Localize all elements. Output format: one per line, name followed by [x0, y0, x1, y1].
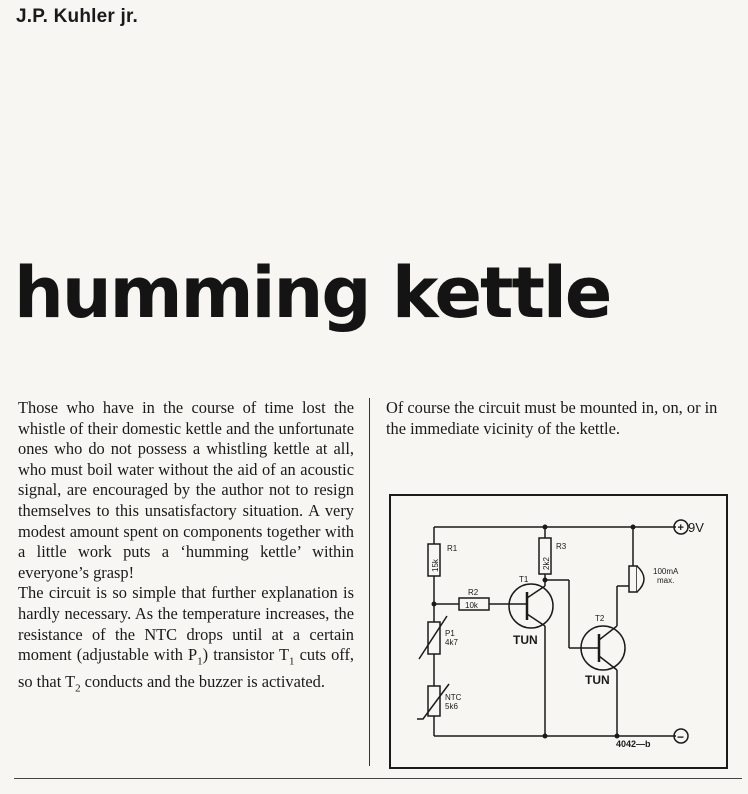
supply-voltage-label: 9V: [688, 520, 704, 535]
circuit-diagram: [389, 494, 729, 770]
ntc-value: 5k6: [445, 702, 458, 711]
r2-value: 10k: [465, 601, 478, 610]
plus-terminal-symbol: +: [677, 522, 684, 534]
minus-terminal-symbol: −: [677, 730, 685, 744]
t1-type: TUN: [513, 633, 538, 647]
buzzer-note-label: max.: [657, 576, 675, 585]
ntc-label: NTC: [445, 693, 462, 702]
bottom-rule: [14, 778, 742, 779]
t2-type: TUN: [585, 673, 610, 687]
buzzer-current-label: 100mA: [653, 567, 679, 576]
r3-label: R3: [556, 542, 567, 551]
body-paragraph-1: Those who have in the course of time lost the whistle of their domestic kettle and the unfortunate ones who do not possess a whistling kettle at all, who must boil water without the aid of an acoustic signal, are encouraged by the author not to resign themselves to this unsatisfactory situation. A very modest amount spent on components together with a little work puts a ‘humming kettle’ within everyone’s grasp!: [18, 398, 354, 582]
left-column: [18, 398, 354, 699]
circuit-svg: [389, 494, 729, 770]
t1-label: T1: [519, 575, 529, 584]
body-paragraph-3: Of course the circuit must be mounted in, on, or in the immediate vicinity of the kettle.: [386, 398, 718, 438]
r3-value: 2k2: [542, 557, 551, 570]
r1-value: 15k: [431, 559, 440, 572]
author-byline: J.P. Kuhler jr.: [16, 6, 138, 27]
figure-code: 4042—b: [616, 739, 651, 749]
r1-label: R1: [447, 544, 458, 553]
right-column: [386, 398, 724, 439]
body-paragraph-2: The circuit is so simple that further explanation is hardly necessary. As the temperature increases, the resistance of the NTC drops until at a certain moment (adjustable with $P_1$) transistor $T_1$ cuts off, so that $T_2$ conducts and the buzzer is activated.: [18, 583, 355, 695]
column-divider: [369, 398, 370, 766]
r2-label: R2: [468, 588, 479, 597]
article-title: humming kettle: [14, 252, 611, 334]
p1-label: P1: [445, 629, 455, 638]
t2-label: T2: [595, 614, 605, 623]
p1-value: 4k7: [445, 638, 458, 647]
